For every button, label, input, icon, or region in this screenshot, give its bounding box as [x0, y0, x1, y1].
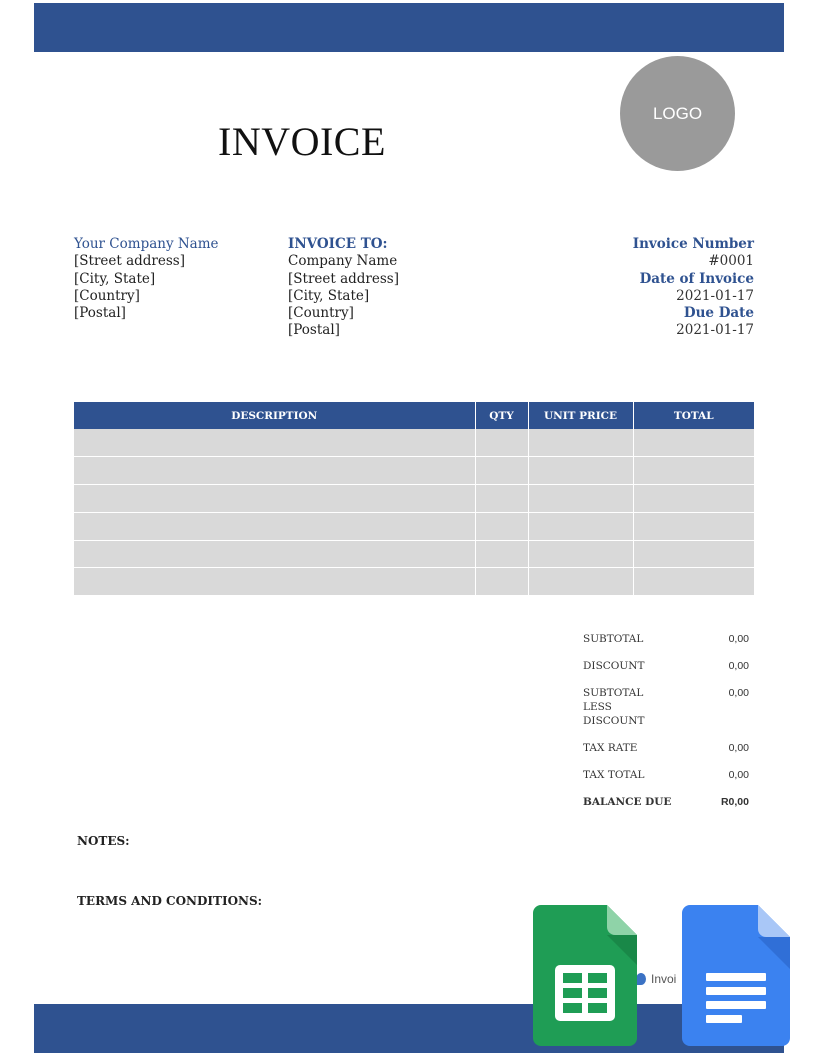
- footer-band: [34, 1004, 784, 1053]
- tax-rate-label: TAX RATE: [583, 742, 638, 754]
- terms-label: TERMS AND CONDITIONS:: [77, 894, 263, 908]
- tax-rate-value: 0,00: [728, 742, 749, 754]
- table-row: [74, 485, 754, 513]
- qty-cell[interactable]: [475, 429, 528, 457]
- col-qty: QTY: [475, 402, 528, 429]
- company-country: [Country]: [74, 287, 140, 304]
- table-row: [74, 457, 754, 485]
- totals-block: [583, 632, 749, 822]
- invoice-date-label: Date of Invoice: [639, 270, 754, 287]
- qty-cell[interactable]: [475, 540, 528, 568]
- invoice-number-label: Invoice Number: [632, 236, 754, 252]
- table-row: [74, 568, 754, 596]
- qty-cell[interactable]: [475, 512, 528, 540]
- invoice-date: 2021-01-17: [676, 287, 754, 304]
- notes-label: NOTES:: [77, 834, 130, 848]
- col-description: DESCRIPTION: [74, 402, 475, 429]
- header-band: [34, 3, 784, 52]
- google-sheets-icon[interactable]: [533, 905, 637, 1046]
- total-cell[interactable]: [633, 485, 754, 513]
- subtotal-label: SUBTOTAL: [583, 633, 644, 645]
- footer-brand: [636, 972, 676, 986]
- unit-price-cell[interactable]: [528, 540, 633, 568]
- company-postal: [Postal]: [74, 305, 126, 322]
- description-cell[interactable]: [74, 457, 475, 485]
- client-city: [City, State]: [288, 287, 370, 304]
- totals-row: [583, 741, 749, 755]
- client-postal: [Postal]: [288, 322, 340, 339]
- tax-total-value: 0,00: [728, 769, 749, 781]
- company-street: [Street address]: [74, 253, 185, 270]
- balance-due-label: BALANCE DUE: [583, 796, 672, 808]
- discount-value: 0,00: [728, 660, 749, 672]
- description-cell[interactable]: [74, 540, 475, 568]
- company-address: [74, 236, 219, 322]
- client-country: [Country]: [288, 305, 354, 322]
- qty-cell[interactable]: [475, 485, 528, 513]
- client-street: [Street address]: [288, 270, 399, 287]
- unit-price-cell[interactable]: [528, 512, 633, 540]
- total-cell[interactable]: [633, 512, 754, 540]
- total-cell[interactable]: [633, 457, 754, 485]
- description-cell[interactable]: [74, 485, 475, 513]
- totals-row: [583, 686, 749, 728]
- company-city: [City, State]: [74, 270, 156, 287]
- client-address: [288, 236, 399, 340]
- subtotal-less-discount-label: SUBTOTAL LESS DISCOUNT: [583, 687, 645, 727]
- brand-icon: [636, 973, 646, 985]
- totals-row: [583, 768, 749, 782]
- table-header-row: [74, 402, 754, 429]
- qty-cell[interactable]: [475, 457, 528, 485]
- total-cell[interactable]: [633, 429, 754, 457]
- table-row: [74, 429, 754, 457]
- total-cell[interactable]: [633, 568, 754, 596]
- unit-price-cell[interactable]: [528, 457, 633, 485]
- total-cell[interactable]: [633, 540, 754, 568]
- logo-text: LOGO: [652, 103, 703, 123]
- unit-price-cell[interactable]: [528, 429, 633, 457]
- description-cell[interactable]: [74, 429, 475, 457]
- subtotal-less-discount-value: 0,00: [728, 687, 749, 699]
- company-name: Your Company Name: [74, 236, 219, 252]
- unit-price-cell[interactable]: [528, 485, 633, 513]
- google-docs-icon[interactable]: [682, 905, 790, 1046]
- due-date-label: Due Date: [683, 305, 754, 322]
- table-row: [74, 540, 754, 568]
- subtotal-value: 0,00: [728, 633, 749, 645]
- totals-row: [583, 659, 749, 673]
- description-cell[interactable]: [74, 512, 475, 540]
- due-date: 2021-01-17: [676, 322, 754, 339]
- balance-due-value: R0,00: [720, 796, 749, 808]
- tax-total-label: TAX TOTAL: [583, 769, 645, 781]
- col-total: TOTAL: [633, 402, 754, 429]
- totals-row: [583, 795, 749, 809]
- totals-row: [583, 632, 749, 646]
- col-unit-price: UNIT PRICE: [528, 402, 633, 429]
- qty-cell[interactable]: [475, 568, 528, 596]
- logo-placeholder: [620, 56, 735, 171]
- description-cell[interactable]: [74, 568, 475, 596]
- brand-text: Invoi: [651, 972, 677, 986]
- unit-price-cell[interactable]: [528, 568, 633, 596]
- client-name: Company Name: [288, 253, 398, 270]
- line-items-table: [74, 402, 754, 596]
- discount-label: DISCOUNT: [583, 660, 645, 672]
- table-row: [74, 512, 754, 540]
- client-heading: INVOICE TO:: [288, 236, 388, 252]
- invoice-title: INVOICE: [218, 119, 386, 164]
- invoice-meta: [633, 236, 754, 340]
- invoice-number: #0001: [708, 253, 754, 270]
